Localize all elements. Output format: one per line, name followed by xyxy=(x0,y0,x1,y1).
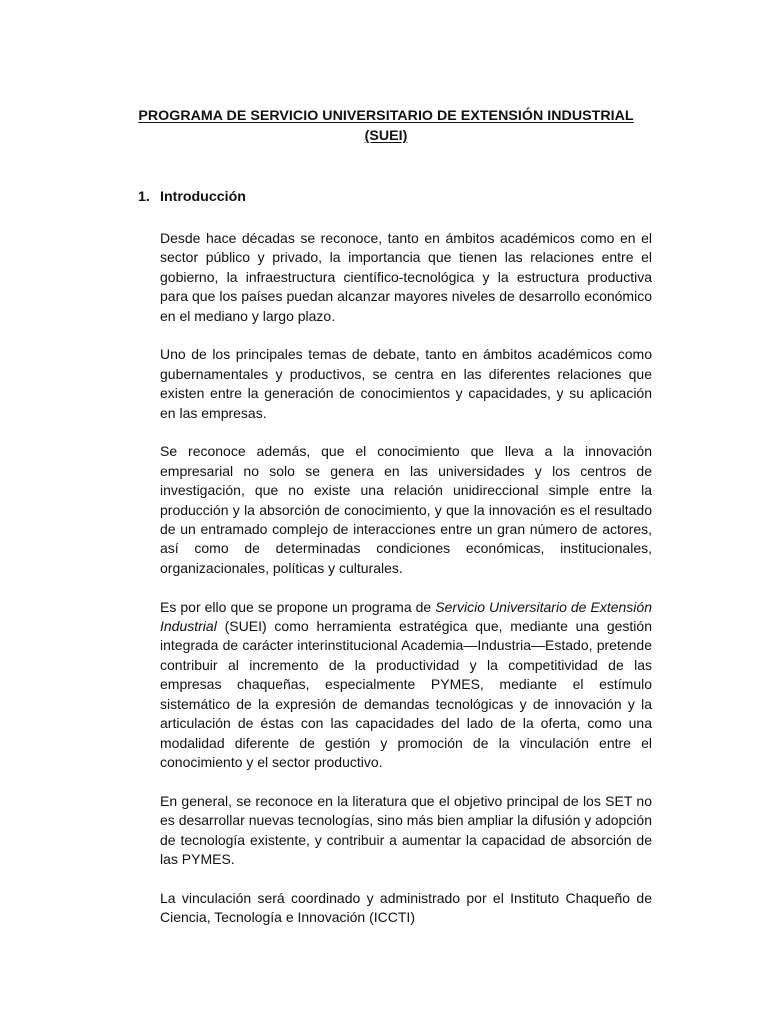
section-heading xyxy=(138,187,246,207)
paragraph-5: En general, se reconoce en la literatura que el objetivo principal de los SET no es desarrollar nuevas tecnologías, sino más bien ampliar la difusión y adopción de tecnología existente, y contribuir a aumentar la capacidad de absorción de las PYMES. xyxy=(160,792,652,867)
paragraph-2: Uno de los principales temas de debate, tanto en ámbitos académicos como gubernamentales y productivos, se centra en las diferentes relaciones que existen entre la generación de conocimientos y capacidades, y su aplicación en las empresas. xyxy=(160,346,652,421)
paragraph-4-rest: (SUEI) como herramienta estratégica que, mediante una gestión integrada de carácter interinstitucional Academia—Industria—Estado, pretende contribuir al incremento de la productividad y la competitividad de las empresas chaqueñas, especialmente PYMES, mediante el estímulo sistemático de la expresión de demandas tecnológicas y de innovación y la articulación de éstas con las capacidades del lado de la oferta, como una modalidad diferente de gestión y promoción de la vinculación entre el conocimiento y el sector productivo. xyxy=(160,618,652,770)
paragraph-6: La vinculación será coordinado y administrado por el Instituto Chaqueño de Ciencia, Tecnología e Innovación (ICCTI) xyxy=(160,889,652,926)
document-title-line-2: (SUEI) xyxy=(364,128,408,144)
paragraph-4 xyxy=(160,598,652,773)
paragraph-1: Desde hace décadas se reconoce, tanto en ámbitos académicos como en el sector público y privado, la importancia que tienen las relaciones entre el gobierno, la infraestructura científico-tecnológica y la estructura productiva para que los países puedan alcanzar mayores niveles de desarrollo económico en el mediano y largo plazo. xyxy=(160,230,652,324)
section-body xyxy=(160,229,652,947)
document-title-line-1: PROGRAMA DE SERVICIO UNIVERSITARIO DE EXTENSIÓN INDUSTRIAL xyxy=(138,108,634,124)
paragraph-3: Se reconoce además, que el conocimiento que lleva a la innovación empresarial no solo se genera en las universidades y los centros de investigación, que no existe una relación unidireccional simple entre la producción y la absorción de conocimiento, y que la innovación es el resultado de un entramado complejo de interacciones entre un gran número de actores, así como de determinadas condiciones económicas, institucionales, organizacionales, políticas y culturales. xyxy=(160,443,652,576)
section-number: 1. xyxy=(138,189,150,205)
paragraph-4-lead: Es por ello que se propone un programa de xyxy=(160,598,436,615)
section-title: Introducción xyxy=(160,189,246,205)
document-title xyxy=(138,106,634,146)
program-name-italic: Servicio Universitario de Extensión Industrial xyxy=(160,598,652,635)
